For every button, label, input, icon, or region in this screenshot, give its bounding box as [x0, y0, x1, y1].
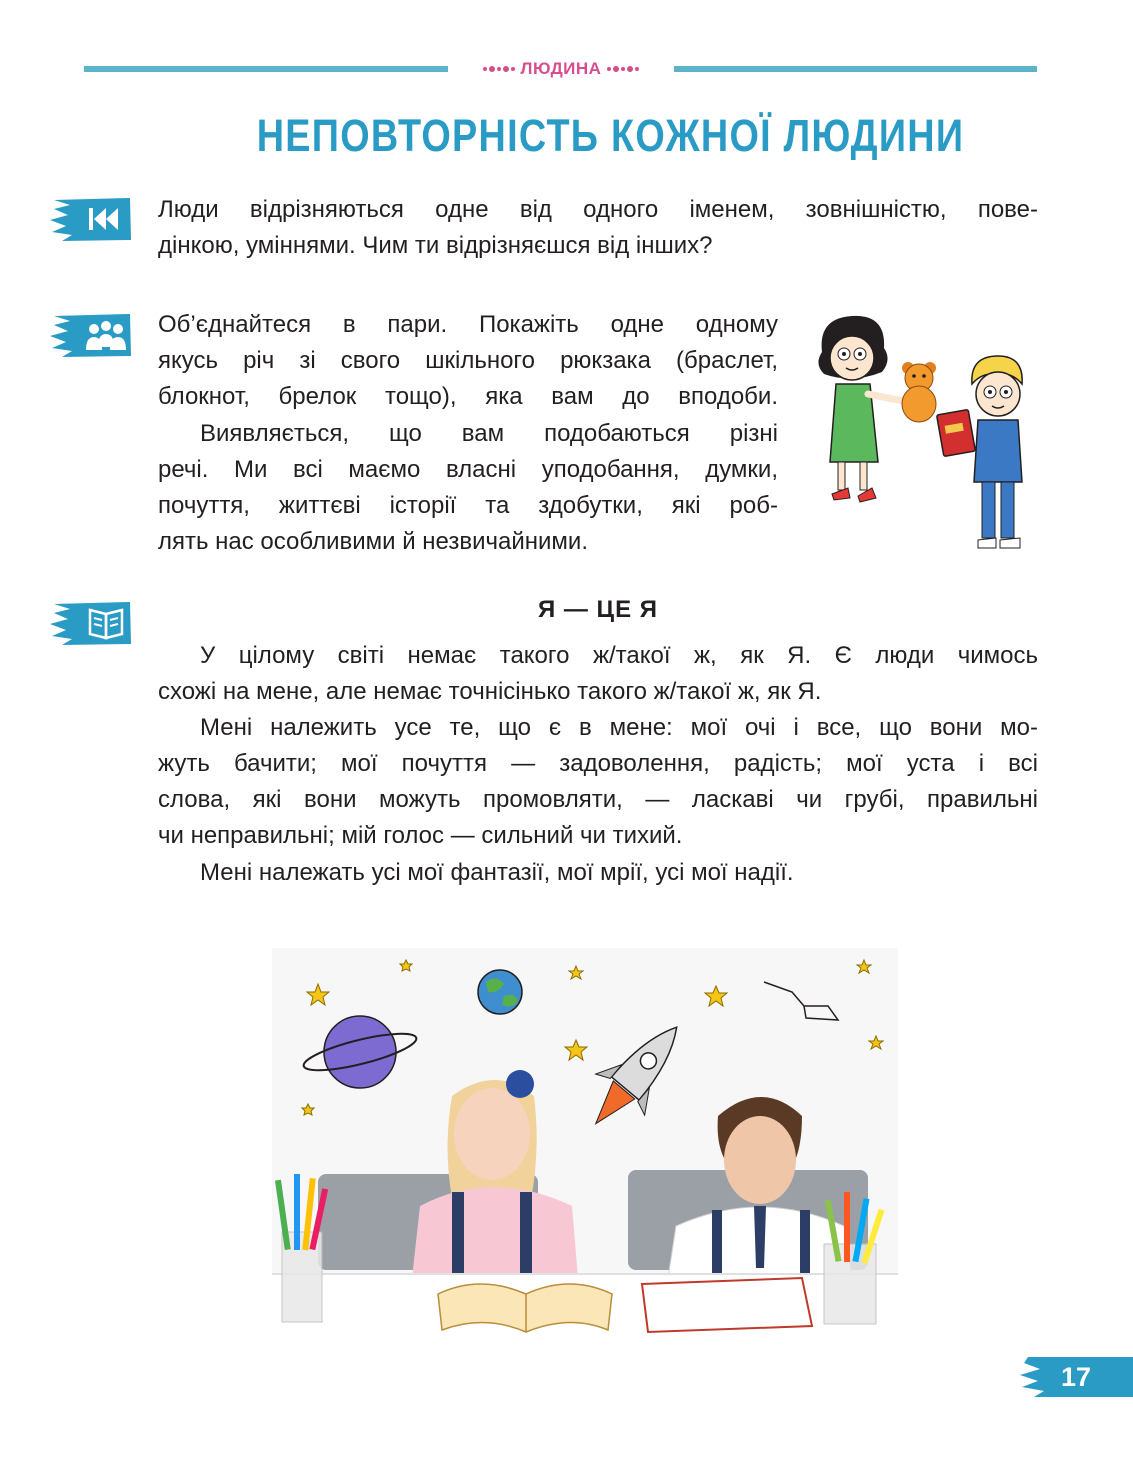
- ornament-right: [607, 66, 639, 72]
- section-label: ЛЮДИНА: [520, 59, 602, 78]
- children-space-photo: [272, 948, 898, 1348]
- reading-line-2: схожі на мене, але немає точнісінько такого ж/такої ж, як Я.: [158, 678, 822, 705]
- open-book-icon: [50, 600, 132, 646]
- pairs-line-4: Виявляється, що вам подобаються різні: [200, 420, 778, 447]
- pairs-line-2: якусь річ зі свого шкільного рюкзака (браслет,: [158, 347, 778, 374]
- reading-title: Я — ЦЕ Я: [537, 596, 659, 623]
- reading-line-5: слова, які вони можуть промовляти, — ласкаві чи грубі, правильні: [158, 786, 1038, 813]
- reading-line-4: жуть бачити; мої почуття — задоволення, радість; мої уста і всі: [158, 750, 1038, 777]
- section-tag: [448, 57, 674, 81]
- kids-exchange-illustration: [812, 312, 1034, 552]
- reading-line-7: Мені належать усі мої фантазії, мої мрії, усі мої надії.: [200, 859, 794, 886]
- reading-line-6: чи неправильні; мій голос — сильний чи тихий.: [158, 822, 683, 849]
- pairs-line-6: почуття, життєві історії та здобутки, які роб-: [158, 492, 778, 519]
- group-icon: [50, 312, 132, 358]
- pairs-line-7: лять нас особливими й незвичайними.: [158, 528, 589, 555]
- pairs-line-1: Об’єднайтеся в пари. Покажіть одне одному: [158, 311, 778, 338]
- reading-line-3: Мені належить усе те, що є в мене: мої очі і все, що вони мо-: [200, 714, 1038, 741]
- review-line-1: Люди відрізняються одне від одного іменем, зовнішністю, пове-: [158, 196, 1038, 223]
- ornament-left: [483, 66, 515, 72]
- reading-line-1: У цілому світі немає такого ж/такої ж, як Я. Є люди чимось: [200, 642, 1038, 669]
- rewind-icon: [50, 196, 132, 242]
- page-number: 17: [1060, 1362, 1092, 1392]
- pairs-line-3: блокнот, брелок тощо), яка вам до вподоби.: [158, 383, 778, 410]
- pairs-line-5: речі. Ми всі маємо власні уподобання, думки,: [158, 456, 778, 483]
- review-line-2: дінкою, уміннями. Чим ти відрізняєшся від інших?: [158, 232, 713, 259]
- page-title: НЕПОВТОРНІСТЬ КОЖНОЇ ЛЮДИНИ: [256, 110, 965, 161]
